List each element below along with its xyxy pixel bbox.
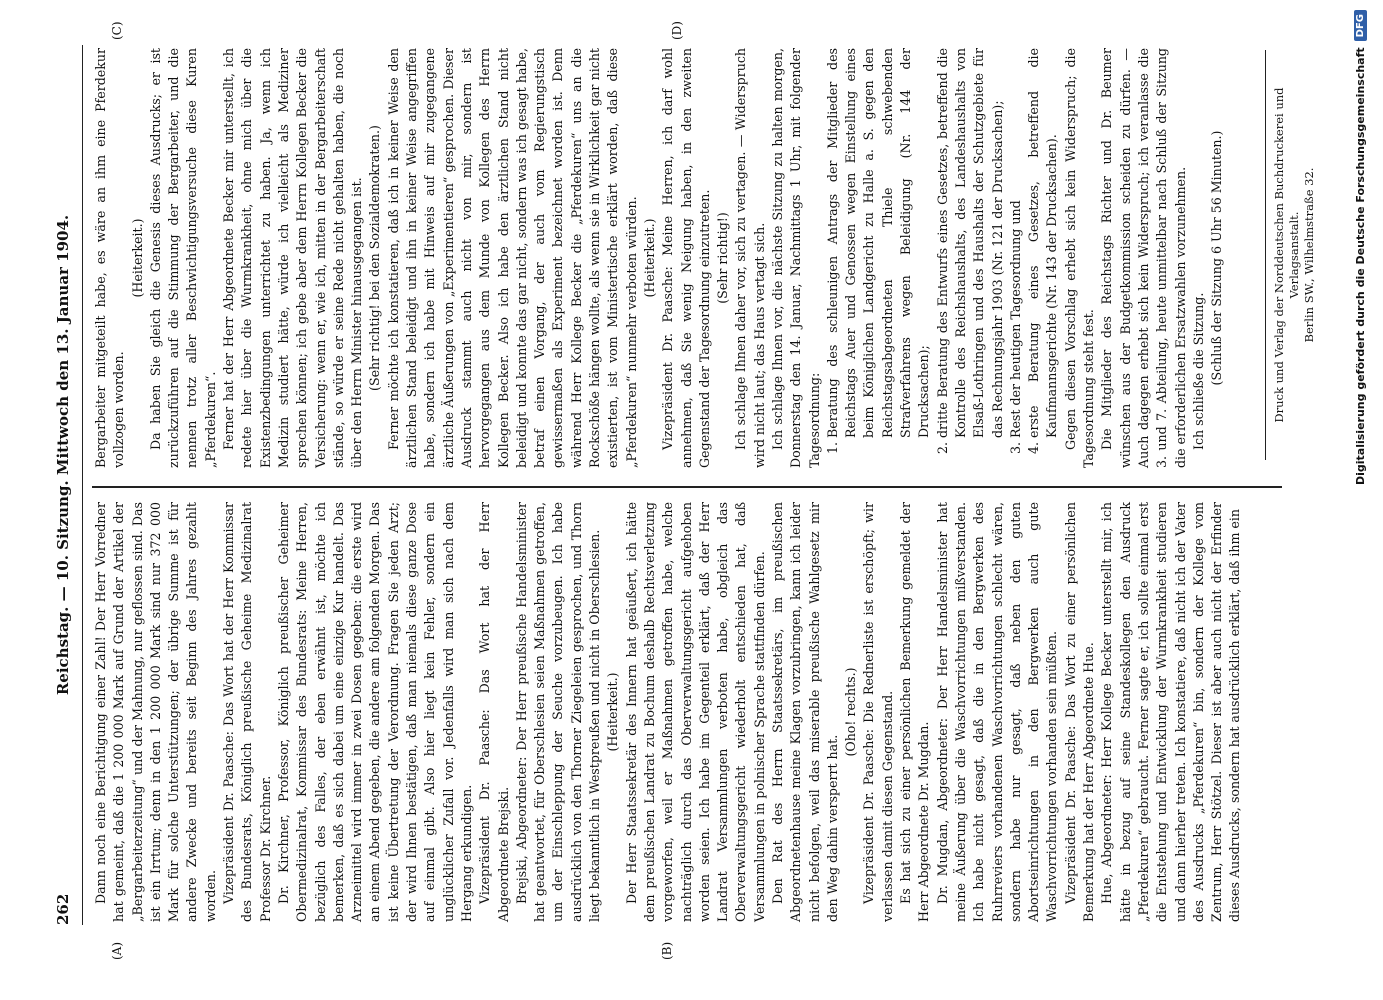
interjection: (Sehr richtig! bei den Sozialdemokraten.) — [367, 125, 383, 391]
interjection: (Heiterkeit.) — [641, 218, 657, 298]
paragraph: Den Rat des Herrn Staatssekretärs, im preußischen Abgeordnetenhause meine Klagen vorzubringen, kann ich leider nicht befolgen, weil das miserable preußische Wahlgesetz mir den Weg dahin versperrt hat. — [769, 502, 840, 922]
paragraph: Brejski, Abgeordneter: Der Herr preußische Handelsminister hat geantwortet, für Oberschlesien seien Maßnahmen getroffen, um der Einschleppung der Seuche vorzubeugen. Ich habe ausdrücklich von den Thorner Ziegeleien gesprochen, und Thorn liegt bekanntlich in Westpreußen und nicht in Oberschlesien. — [513, 502, 603, 922]
dfg-credit-strip — [1342, 10, 1370, 990]
margin-mark-d: (D) — [670, 21, 684, 40]
interjection: (Heiterkeit.) — [129, 218, 145, 298]
paragraph: Ferner hat der Herr Abgeordnete Becker mir unterstellt, ich redete hier über die Wurmkrankheit, ohne mich über die Existenzbedingungen unterrichtet zu haben. Ja, wenn ich Medizin studiert hätte, würde ich vielleicht als Mediziner sprechen können; ich gebe aber dem Herrn Kollegen Becker die Versicherung: wenn er, wie ich, mitten in der Bergarbeiterschaft stände, so würde er seine Rede nicht gehalten haben, die noch über den Herrn Minister hinausgegangen ist. — [221, 48, 365, 468]
paragraph: Da haben Sie gleich die Genesis dieses Ausdrucks; er ist zurückzuführen auf die Stimmung der Bergarbeiter, und die nennen trotz aller Beschwichtigungsversuche diese Kuren „Pferdekuren“. — [147, 48, 218, 468]
paragraph: Vizepräsident Dr. Paasche: Das Wort hat der Herr Abgeordnete Brejski. — [477, 502, 511, 922]
interjection: (Sehr richtig!) — [715, 212, 731, 304]
margin-mark-b: (B) — [660, 941, 674, 960]
paragraph: Hue, Abgeordneter: Herr Kollege Becker unterstellt mir, ich hätte in bezug auf seine Standeskollegen den Ausdruck „Pferdekuren“ gebraucht. Ferner sagte er, ich sollte einmal erst die Entstehung und Entwicklung der Wurmkrankheit studieren und dann hierher treten. Ich konstatiere, daß nicht ich der Vater des Ausdrucks „Pferdekuren“ bin, sondern der Kollege vom Zentrum, Herr Stötzel. Dieser ist aber auch nicht der Erfinder dieses Ausdrucks, sondern hat ausdrücklich erklärt, daß ihm ein — [1099, 502, 1243, 922]
margin-mark-a: (A) — [110, 941, 124, 960]
agenda-item: 4. erste Beratung eines Gesetzes, betreffend die Kaufmannsgerichte (Nr. 143 der Drucksachen). — [1025, 48, 1062, 438]
agenda-item: 3. Rest der heutigen Tagesordnung und — [1007, 48, 1025, 438]
agenda-item: 2. dritte Beratung des Entwurfs eines Gesetzes, betreffend die Kontrolle des Reichshaushalts, des Landeshaushalts von Elsaß-Lothringen und des Haushalts der Schutzgebiete für das Rechnungsjahr 1903 (Nr. 121 der Drucksachen); — [934, 48, 1007, 438]
column-divider — [92, 486, 1282, 488]
paragraph: Vizepräsident Dr. Paasche: Meine Herren, ich darf wohl annehmen, daß Sie wenig Neigung haben, in den zweiten Gegenstand der Tagesordnung einzutreten. — [660, 48, 712, 468]
margin-mark-c: (C) — [110, 21, 124, 40]
imprint-line: Druck und Verlag der Norddeutschen Buchdruckerei und Verlagsanstalt. — [1272, 87, 1301, 423]
paragraph: Dann noch eine Berichtigung einer Zahl! Der Herr Vorredner hat gemeint, daß die 1 200 000 Mark auf Grund der Artikel der „Bergarbeiterzeitung“ und der Mahnung, nur geflossen sind. Das ist ein Irrtum; denn in den 1 200 000 Mark sind nur 372 000 Mark für solche Unterstützungen; der übrige Summe ist für andere Zwecke und bereits seit Beginn des Jahres gezahlt worden. — [93, 502, 218, 922]
paragraph: Vizepräsident Dr. Paasche: Die Rednerliste ist erschöpft; wir verlassen damit diesen Gegenstand. — [861, 502, 895, 922]
agenda-item: 1. Beratung des schleunigen Antrags der Mitglieder des Reichstags Auer und Genossen wegen Einstellung eines beim Königlichen Landgericht zu Halle a. S. gegen den Reichstagsabgeordneten Thiele schwebenden Strafverfahrens wegen Beleidigung (Nr. 144 der Drucksachen); — [824, 48, 934, 438]
imprint-rule — [1265, 50, 1266, 460]
interjection: (Heiterkeit.) — [605, 672, 621, 752]
closing-note: (Schluß der Sitzung 6 Uhr 56 Minuten.) — [1209, 130, 1225, 386]
imprint-line: Berlin SW., Wilhelmstraße 32. — [1302, 167, 1316, 343]
interjection: (Oho! rechts.) — [843, 667, 859, 757]
page-header — [48, 45, 78, 925]
paragraph: Vizepräsident Dr. Paasche: Das Wort hat der Herr Kommissar des Bundesrats, Königlich preußische Geheime Medizinalrat Professor Dr. Kirchner. — [221, 502, 273, 922]
header-rule — [82, 45, 83, 925]
dfg-credit-text: Digitalisierung gefördert durch die Deutsche Forschungsgemeinschaft — [1353, 47, 1367, 486]
paragraph: Ich schlage Ihnen vor, die nächste Sitzung zu halten morgen, Donnerstag den 14. Januar, Nachmittags 1 Uhr, mit folgender Tagesordnung: — [769, 48, 822, 468]
printer-imprint — [1272, 50, 1317, 460]
paragraph: Ich schlage Ihnen daher vor, sich zu vertagen. — Widerspruch wird nicht laut; das Haus vertagt sich. — [733, 48, 767, 468]
running-title: Reichstag. — 10. Sitzung. Mittwoch den 13. Januar 1904. — [54, 214, 72, 696]
page-number: 262 — [54, 893, 72, 925]
paragraph: Dr. Kirchner, Professor, Königlich preußischer Geheimer Obermedizinalrat, Kommissar des Bundesrats: Meine Herren, bezüglich des Falles, der eben erwähnt ist, möchte ich bemerken, daß es sich dabei um eine einzige Kur handelt. Das Arzneimittel wird immer in zwei Dosen gegeben: die erste wird an einem Abend gegeben, die andere am folgenden Morgen. Das ist keine Übertretung der Verordnung. Fragen Sie jeden Arzt; der wird Ihnen bestätigen, daß man niemals diese ganze Dose auf einmal gibt. Also hier liegt kein Fehler, sondern ein unglücklicher Zufall vor. Jedenfalls wird man sich nach dem Hergang erkundigen. — [275, 502, 474, 922]
dfg-logo-icon: DFG — [1354, 10, 1367, 41]
paragraph: Es hat sich zu einer persönlichen Bemerkung gemeldet der Herr Abgeordnete Dr. Mugdan. — [898, 502, 932, 922]
left-column — [92, 502, 1292, 922]
paragraph: Bergarbeiter mitgeteilt habe, es wäre an ihm eine Pferdekur vollzogen worden. — [93, 48, 127, 468]
right-column — [92, 48, 1272, 468]
paragraph: Ferner möchte ich konstatieren, daß ich in keiner Weise den ärztlichen Stand beleidigt und ihn in keiner Weise angegriffen habe, sondern ich habe mit Hinweis auf mir zugegangene ärztliche Äußerungen von „Experimentieren“ gesprochen. Dieser Ausdruck stammt auch nicht von mir, sondern ist hervorgegangen aus dem Munde von Kollegen des Herrn Kollegen Becker. Also ich habe den ärztlichen Stand nicht beleidigt und konnte das gar nicht, sondern was ich gesagt habe, betraf einen Vorgang, der auch vom Regierungstisch gewissermaßen als Experiment bezeichnet worden ist. Denn während Herr Kollege Becker die „Pferdekuren“ uns an die Rockschöße hängen wollte, als wenn sie in Wirklichkeit gar nicht existierten, ist vom Ministertische erklärt worden, daß diese „Pferdekuren“ nunmehr verboten würden. — [385, 48, 639, 468]
paragraph: Gegen diesen Vorschlag erhebt sich kein Widerspruch; die Tagesordnung steht fest. — [1062, 48, 1097, 468]
paragraph: Ich schließe die Sitzung. — [1190, 292, 1206, 450]
agenda-list — [824, 48, 1062, 468]
paragraph: Die Mitglieder des Reichstags Richter und Dr. Beumer wünschen aus der Budgetkommission scheiden zu dürfen. — Auch dagegen erhebt sich kein Widerspruch; ich veranlasse die 3. und 7. Abteilung, heute unmittelbar nach Schluß der Sitzung die erforderlichen Ersatzwahlen vorzunehmen. — [1099, 48, 1188, 468]
paragraph: Der Herr Staatssekretär des Innern hat geäußert, ich hätte dem preußischen Landrat zu Bochum deshalb Rechtsverletzung vorgeworfen, weil er Maßnahmen getroffen habe, welche nachträglich durch das Oberverwaltungsgericht aufgehoben worden seien. Ich habe im Gegenteil erklärt, daß der Herr Landrat Versammlungen verboten habe, obgleich das Oberverwaltungsgericht wiederholt entschieden hat, daß Versammlungen in polnischer Sprache stattfinden dürfen. — [623, 502, 767, 922]
paragraph: Vizepräsident Dr. Paasche: Das Wort zu einer persönlichen Bemerkung hat der Herr Abgeordnete Hue. — [1062, 502, 1097, 922]
paragraph: Dr. Mugdan, Abgeordneter: Der Herr Handelsminister hat meine Äußerung über die Waschvorrichtungen mißverstanden. Ich habe nicht gesagt, daß die in den Bergwerken des Ruhrreviers vorhandenen Waschvorrichtungen schlecht wären, sondern habe nur gesagt, daß neben den guten Abortseinrichtungen in den Bergwerken auch gute Waschvorrichtungen vorhanden sein müßten. — [934, 502, 1060, 922]
